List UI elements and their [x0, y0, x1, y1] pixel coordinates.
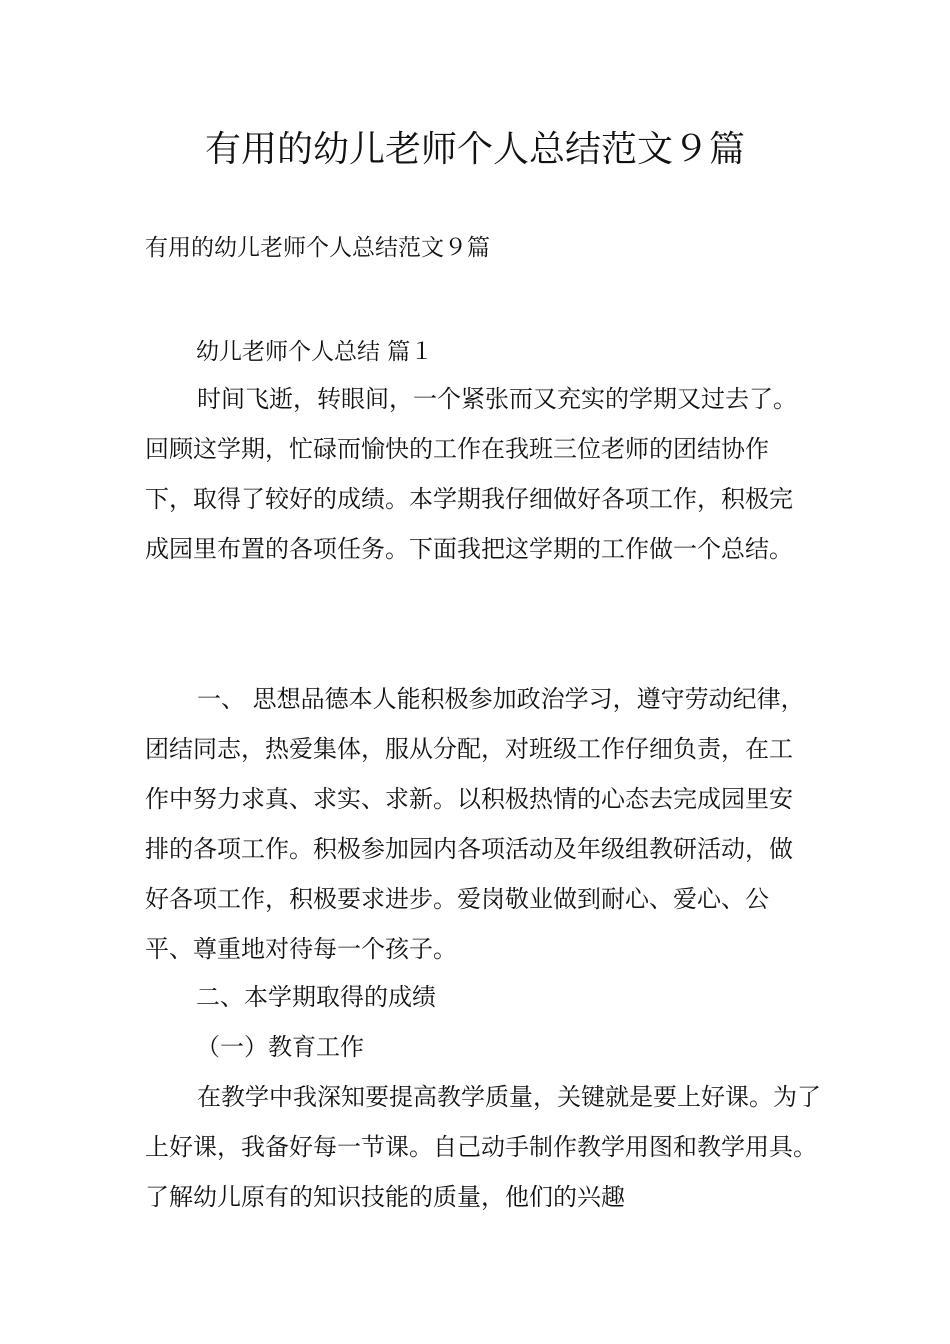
paragraph-achievements-heading: 二、本学期取得的成绩 — [196, 983, 436, 1011]
section-heading: 幼儿老师个人总结 篇１ — [196, 339, 434, 365]
paragraph-ideology: 一、 思想品德本人能积极参加政治学习，遵守劳动纪律，团结同志，热爱集体，服从分配，对班级工作仔细负责，在工作中努力求真、求实、求新。以积极热情的心态去完成园里安排的各项工作。积极参加园内各项活动及年级组教研活动，做好各项工作，积极要求进步。爱岗敬业做到耐心、爱心、公平、尊重地对待每一个孩子。 — [145, 685, 805, 963]
paragraph-education-heading: （一）教育工作 — [196, 1033, 364, 1061]
paragraph-teaching: 在教学中我深知要提高教学质量，关键就是要上好课。为了上好课，我备好每一节课。自己动手制作教学用图和教学用具。了解幼儿原有的知识技能的质量，他们的兴趣 — [145, 1083, 821, 1211]
paragraph-intro: 时间飞逝，转眼间，一个紧张而又充实的学期又过去了。回顾这学期，忙碌而愉快的工作在我班三位老师的团结协作下，取得了较好的成绩。本学期我仔细做好各项工作，积极完成园里布置的各项任务。下面我把这学期的工作做一个总结。 — [145, 385, 797, 563]
document-subtitle: 有用的幼儿老师个人总结范文９篇 — [145, 235, 490, 261]
document-title: 有用的幼儿老师个人总结范文９篇 — [204, 129, 745, 170]
